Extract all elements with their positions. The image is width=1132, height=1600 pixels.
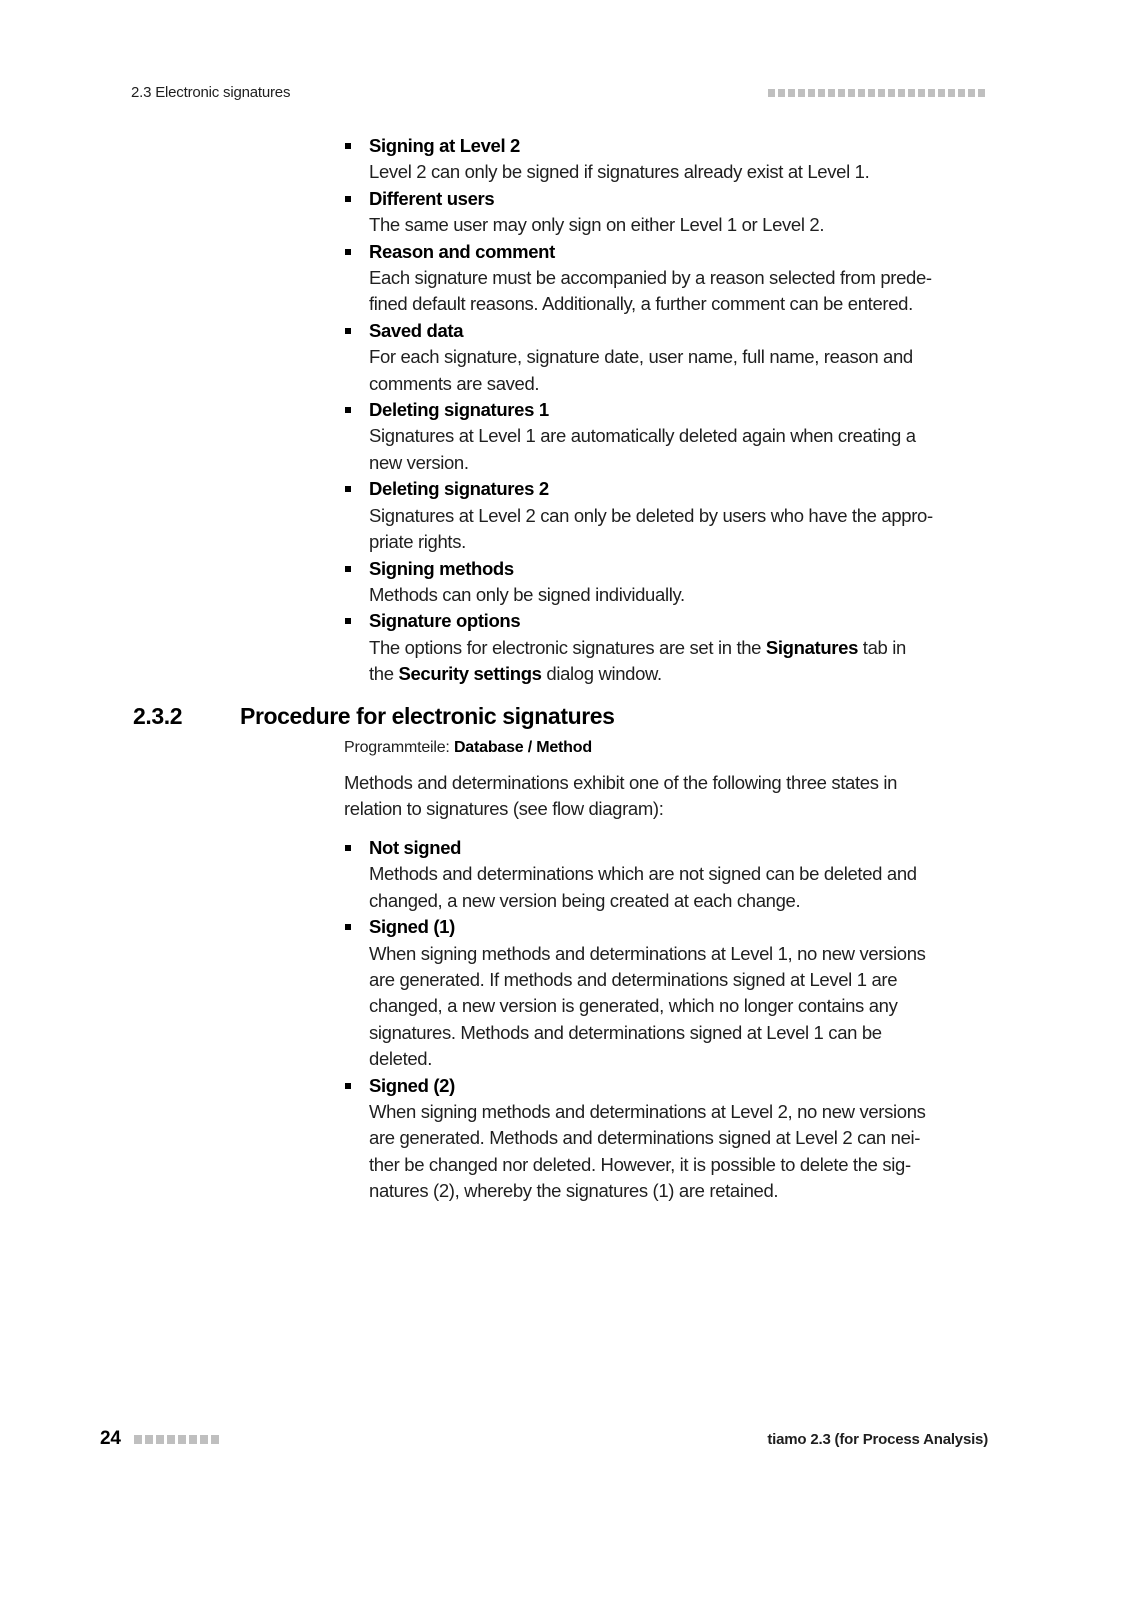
decoration-square	[778, 89, 785, 97]
bullet-item	[344, 835, 989, 914]
decoration-square	[134, 1435, 142, 1444]
bullet-title: Different users	[369, 187, 495, 209]
section-number: 2.3.2	[133, 703, 183, 729]
text-line: are generated. Methods and determinations signed at Level 2 can nei-	[369, 1127, 921, 1149]
bullet-item	[344, 1073, 989, 1205]
program-parts-line	[344, 739, 592, 757]
decoration-square	[898, 89, 905, 97]
bullet-square-icon	[345, 143, 351, 149]
bullet-title: Signing methods	[369, 557, 514, 579]
decoration-square	[888, 89, 895, 97]
program-parts-label: Programmteile:	[344, 739, 454, 756]
text-line: signatures. Methods and determinations signed at Level 1 can be	[369, 1021, 882, 1043]
bullet-item	[344, 608, 989, 687]
text-line: fined default reasons. Additionally, a further comment can be entered.	[369, 293, 913, 315]
decoration-square	[938, 89, 945, 97]
text-line: deleted.	[369, 1048, 433, 1070]
text-line: changed, a new version is generated, which no longer contains any	[369, 995, 898, 1017]
bullet-item	[344, 397, 989, 476]
bullet-item	[344, 239, 989, 318]
bullet-title: Signed (1)	[369, 916, 455, 938]
decoration-square	[178, 1435, 186, 1444]
text-line: When signing methods and determinations at Level 1, no new versions	[369, 942, 926, 964]
page-footer	[100, 1428, 988, 1450]
decoration-square	[798, 89, 805, 97]
page-header	[131, 84, 985, 101]
decoration-square	[928, 89, 935, 97]
text-line: Each signature must be accompanied by a reason selected from prede-	[369, 267, 932, 289]
decoration-square	[189, 1435, 197, 1444]
bullet-square-icon	[345, 845, 351, 851]
header-decoration-squares	[765, 89, 985, 97]
bullet-item	[344, 133, 989, 186]
bullet-square-icon	[345, 249, 351, 255]
signature-rules-list	[344, 133, 989, 688]
decoration-square	[958, 89, 965, 97]
bullet-square-icon	[345, 566, 351, 572]
signature-states-list	[344, 835, 989, 1205]
text-line: ther be changed nor deleted. However, it is possible to delete the sig-	[369, 1153, 911, 1175]
decoration-square	[868, 89, 875, 97]
bullet-square-icon	[345, 924, 351, 930]
decoration-square	[156, 1435, 164, 1444]
bullet-title: Signed (2)	[369, 1074, 455, 1096]
bullet-square-icon	[345, 196, 351, 202]
bullet-title: Deleting signatures 2	[369, 478, 549, 500]
text-line: new version.	[369, 451, 469, 473]
text-line: priate rights.	[369, 531, 466, 553]
intro-paragraph	[344, 770, 989, 823]
text-line: comments are saved.	[369, 372, 540, 394]
decoration-square	[167, 1435, 175, 1444]
running-header-title: 2.3 Electronic signatures	[131, 84, 291, 101]
section-title: Procedure for electronic signatures	[240, 703, 615, 729]
bullet-item	[344, 186, 989, 239]
text-line: are generated. If methods and determinations signed at Level 1 are	[369, 969, 898, 991]
decoration-square	[808, 89, 815, 97]
bullet-content	[369, 186, 989, 239]
text-line: natures (2), whereby the signatures (1) are retained.	[369, 1180, 779, 1202]
bullet-content	[369, 318, 989, 397]
decoration-square	[145, 1435, 153, 1444]
text-line: relation to signatures (see flow diagram):	[344, 798, 664, 820]
bullet-item	[344, 476, 989, 555]
bullet-content	[369, 133, 989, 186]
bullet-square-icon	[345, 486, 351, 492]
decoration-square	[200, 1435, 208, 1444]
decoration-square	[878, 89, 885, 97]
bullet-item	[344, 914, 989, 1072]
bullet-square-icon	[345, 618, 351, 624]
text-line: the Security settings dialog window.	[369, 663, 662, 685]
footer-decoration-squares	[131, 1435, 219, 1444]
bullet-content	[369, 1073, 989, 1205]
decoration-square	[908, 89, 915, 97]
page-number: 24	[100, 1428, 121, 1449]
bullet-title: Reason and comment	[369, 240, 555, 262]
decoration-square	[768, 89, 775, 97]
bullet-item	[344, 318, 989, 397]
text-line: Signatures at Level 1 are automatically deleted again when creating a	[369, 425, 916, 447]
bullet-square-icon	[345, 407, 351, 413]
text-line: changed, a new version being created at each change.	[369, 889, 801, 911]
bullet-title: Signing at Level 2	[369, 135, 520, 156]
decoration-square	[848, 89, 855, 97]
decoration-square	[838, 89, 845, 97]
text-line: Methods and determinations exhibit one of the following three states in	[344, 772, 898, 793]
bullet-title: Signature options	[369, 610, 521, 632]
decoration-square	[918, 89, 925, 97]
text-line: Signatures at Level 2 can only be deleted by users who have the appro-	[369, 504, 933, 526]
bullet-content	[369, 608, 989, 687]
text-line: Methods can only be signed individually.	[369, 583, 685, 605]
text-line: The same user may only sign on either Level 1 or Level 2.	[369, 214, 825, 236]
decoration-square	[818, 89, 825, 97]
bullet-title: Not signed	[369, 837, 462, 858]
decoration-square	[948, 89, 955, 97]
bullet-content	[369, 239, 989, 318]
bullet-content	[369, 835, 989, 914]
footer-product-label: tiamo 2.3 (for Process Analysis)	[767, 1430, 988, 1448]
bullet-square-icon	[345, 328, 351, 334]
text-line: For each signature, signature date, user name, full name, reason and	[369, 346, 913, 368]
bullet-content	[369, 556, 989, 609]
decoration-square	[968, 89, 975, 97]
bullet-title: Saved data	[369, 319, 464, 341]
decoration-square	[211, 1435, 219, 1444]
decoration-square	[828, 89, 835, 97]
decoration-square	[858, 89, 865, 97]
bullet-title: Deleting signatures 1	[369, 399, 549, 421]
bullet-item	[344, 556, 989, 609]
text-line: Methods and determinations which are not signed can be deleted and	[369, 863, 917, 885]
program-parts-value: Database / Method	[453, 739, 592, 756]
text-line: Level 2 can only be signed if signatures already exist at Level 1.	[369, 161, 870, 183]
bullet-content	[369, 476, 989, 555]
decoration-square	[788, 89, 795, 97]
bullet-content	[369, 914, 989, 1072]
decoration-square	[978, 89, 985, 97]
text-line: When signing methods and determinations at Level 2, no new versions	[369, 1101, 926, 1123]
bullet-square-icon	[345, 1083, 351, 1089]
text-line: The options for electronic signatures are set in the Signatures tab in	[369, 636, 906, 658]
bullet-content	[369, 397, 989, 476]
